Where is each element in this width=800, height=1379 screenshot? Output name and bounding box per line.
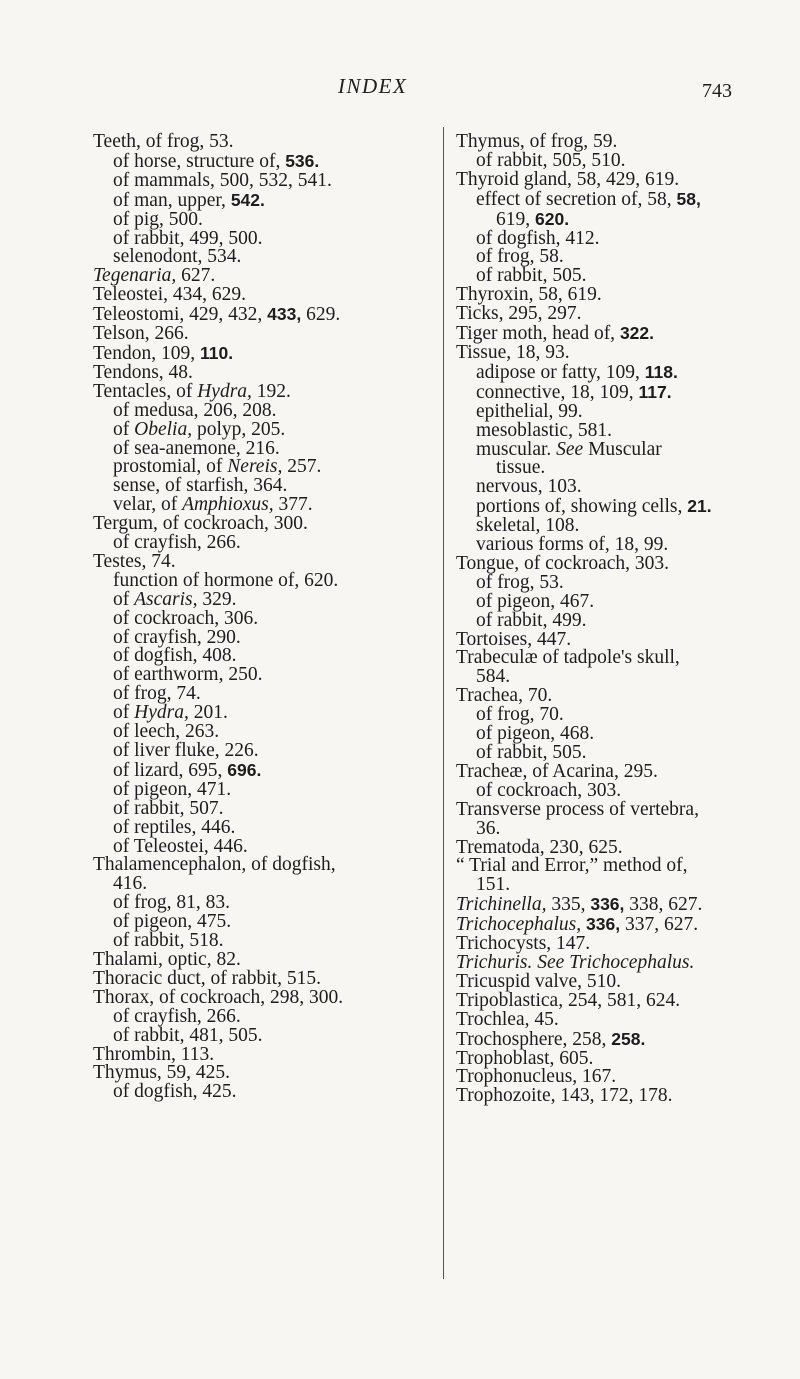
entry-text: of dogfish, 408. xyxy=(113,645,237,667)
index-subentry xyxy=(456,210,756,230)
entry-text: 322. xyxy=(619,323,654,344)
entry-text: 337, 627. xyxy=(620,914,699,936)
index-entry xyxy=(456,1030,756,1050)
entry-text: of rabbit, 518. xyxy=(113,930,224,952)
entry-text: Trichuris. xyxy=(456,951,533,973)
index-entry xyxy=(456,798,756,820)
index-subentry xyxy=(456,363,756,383)
entry-text: of dogfish, 412. xyxy=(476,227,600,249)
entry-text: 433, xyxy=(267,304,302,325)
index-subentry xyxy=(456,497,756,517)
entry-text: Trophonucleus, 167. xyxy=(456,1066,617,1088)
entry-text: various forms of, 18, 99. xyxy=(476,534,669,556)
index-subentry xyxy=(456,383,756,403)
entry-text: Thorax, of cockroach, 298, 300. xyxy=(93,986,344,1008)
entry-text: Thyroid gland, 58, 429, 619. xyxy=(456,168,680,190)
index-entry xyxy=(93,325,433,344)
entry-text: 536. xyxy=(285,150,320,171)
entry-text: 329. xyxy=(197,588,237,610)
entry-text: See Trichocephalus. xyxy=(537,951,695,973)
entry-text: 151. xyxy=(476,874,511,896)
column-divider xyxy=(443,127,444,1279)
entry-text: Thalamencephalon, of dogfish, xyxy=(93,854,336,876)
entry-text: Hydra, xyxy=(134,702,189,724)
entry-text: Thyroxin, 58, 619. xyxy=(456,284,602,306)
index-column-right xyxy=(456,133,756,1106)
entry-text: polyp, 205. xyxy=(192,418,286,440)
entry-text: of pigeon, 467. xyxy=(476,590,595,612)
entry-text: selenodont, 534. xyxy=(113,246,242,268)
index-subentry xyxy=(93,761,433,781)
entry-text: 584. xyxy=(476,666,511,688)
index-subentry xyxy=(93,169,433,191)
index-entry xyxy=(93,344,433,364)
entry-text: of xyxy=(113,702,135,724)
entry-text: 58, xyxy=(676,188,701,209)
entry-text: See xyxy=(556,438,584,460)
entry-text: Ticks, 295, 297. xyxy=(456,303,582,325)
entry-text: Trochosphere, 258, xyxy=(456,1028,612,1050)
entry-text: of cockroach, 303. xyxy=(476,779,622,801)
entry-text: Trichinella, xyxy=(456,894,547,916)
index-entry xyxy=(456,168,756,190)
entry-text: epithelial, 99. xyxy=(476,400,583,422)
entry-text: Tentacles, of xyxy=(93,380,198,402)
entry-text: tissue. xyxy=(496,457,546,479)
index-subentry xyxy=(93,1083,433,1102)
entry-text: Trochlea, 45. xyxy=(456,1008,559,1030)
entry-text: Teleostomi, 429, 432, xyxy=(93,304,268,326)
entry-text: Tendons, 48. xyxy=(93,361,193,383)
entry-text: 118. xyxy=(644,361,678,382)
entry-text: sense, of starfish, 364. xyxy=(113,475,288,497)
entry-text: of mammals, 500, 532, 541. xyxy=(113,169,332,191)
entry-text: 257. xyxy=(282,456,322,478)
entry-text: of reptiles, 446. xyxy=(113,816,236,838)
entry-text: of rabbit, 505. xyxy=(476,742,587,763)
entry-text: Thymus, of frog, 59. xyxy=(456,131,618,152)
entry-text: Tricuspid valve, 510. xyxy=(456,970,622,992)
entry-text: effect of secretion of, 58, xyxy=(476,188,677,210)
entry-text: Teleostei, 434, 629. xyxy=(93,284,246,306)
running-title: INDEX xyxy=(338,74,408,98)
entry-text: of leech, 263. xyxy=(113,721,220,743)
entry-text: Tergum, of cockroach, 300. xyxy=(93,513,308,535)
entry-text: 36. xyxy=(476,817,501,839)
index-subentry xyxy=(456,190,756,210)
index-entry xyxy=(456,1008,756,1030)
entry-text: Tongue, of cockroach, 303. xyxy=(456,552,670,574)
entry-text: Thymus, 59, 425. xyxy=(93,1062,231,1084)
entry-text: Ascaris, xyxy=(134,588,198,610)
entry-text: of rabbit, 499. xyxy=(476,609,587,631)
entry-text: function of hormone of, 620. xyxy=(113,569,339,591)
entry-text: velar, of xyxy=(113,494,183,516)
entry-text: of pigeon, 468. xyxy=(476,723,595,745)
index-entry xyxy=(456,895,756,915)
entry-text: 416. xyxy=(113,873,148,895)
entry-text: Nereis, xyxy=(227,456,283,478)
entry-text: Thrombin, 113. xyxy=(93,1043,215,1065)
index-entry xyxy=(93,286,433,305)
entry-text: Teeth, of frog, 53. xyxy=(93,131,234,152)
entry-text: of xyxy=(113,418,135,440)
entry-text: Tegenaria, xyxy=(93,265,177,287)
entry-text: of pig, 500. xyxy=(113,208,203,230)
entry-text: 21. xyxy=(687,496,712,517)
entry-text: Thalami, optic, 82. xyxy=(93,948,241,970)
entry-text: of liver fluke, 226. xyxy=(113,740,259,761)
entry-text: 620. xyxy=(535,208,570,229)
entry-text: Tracheæ, of Acarina, 295. xyxy=(456,760,658,782)
entry-text: of medusa, 206, 208. xyxy=(113,399,277,421)
entry-text: 627. xyxy=(176,265,216,287)
entry-text: of horse, structure of, xyxy=(113,150,286,172)
entry-text: Tortoises, 447. xyxy=(456,628,572,650)
entry-text: 336, xyxy=(590,894,625,915)
entry-text: 377. xyxy=(273,494,313,516)
entry-text: portions of, showing cells, xyxy=(476,496,688,518)
entry-text: Tissue, 18, 93. xyxy=(456,341,570,363)
entry-text: 201. xyxy=(188,702,228,724)
entry-text: 619, xyxy=(496,208,535,230)
index-subentry xyxy=(456,876,756,895)
page-number: 743 xyxy=(702,80,732,102)
entry-text: of frog, 70. xyxy=(476,704,564,726)
entry-text: 338, 627. xyxy=(624,894,703,916)
index-entry xyxy=(456,305,756,324)
entry-text: of frog, 74. xyxy=(113,683,201,705)
entry-text: “ Trial and Error,” method of, xyxy=(456,855,688,877)
entry-text: Trichocysts, 147. xyxy=(456,933,591,955)
entry-text: nervous, 103. xyxy=(476,476,582,498)
entry-text: of lizard, 695, xyxy=(113,759,228,781)
index-entry xyxy=(93,305,433,325)
entry-text: Tiger moth, head of, xyxy=(456,323,620,345)
entry-text: of Teleostei, 446. xyxy=(113,835,248,857)
entry-text: Amphioxus, xyxy=(182,494,274,516)
index-subentry xyxy=(456,478,756,497)
entry-text: of frog, 58. xyxy=(476,246,564,268)
entry-text: Transverse process of vertebra, xyxy=(456,798,699,820)
entry-text: 110. xyxy=(199,342,234,363)
entry-text: of cockroach, 306. xyxy=(113,607,259,629)
entry-text: of crayfish, 290. xyxy=(113,626,241,648)
entry-text: of crayfish, 266. xyxy=(113,1005,241,1027)
index-entry xyxy=(456,341,756,363)
entry-text: of pigeon, 471. xyxy=(113,778,232,800)
index-entry xyxy=(456,324,756,344)
entry-text: prostomial, of xyxy=(113,456,228,478)
page-header xyxy=(0,72,800,112)
entry-text: mesoblastic, 581. xyxy=(476,419,612,441)
entry-text: Obelia, xyxy=(134,418,193,440)
index-column-left xyxy=(93,133,433,1102)
entry-text: of crayfish, 266. xyxy=(113,532,241,554)
index-entry xyxy=(456,1087,756,1106)
entry-text: Trachea, 70. xyxy=(456,685,553,707)
entry-text: of rabbit, 507. xyxy=(113,797,224,819)
entry-text: 336, xyxy=(586,914,621,935)
entry-text: 258. xyxy=(611,1028,646,1049)
index-entry xyxy=(456,915,756,935)
entry-text: of rabbit, 505. xyxy=(476,265,587,287)
entry-text: Testes, 74. xyxy=(93,550,176,572)
entry-text: Trematoda, 230, 625. xyxy=(456,836,623,858)
entry-text: of man, upper, xyxy=(113,189,231,211)
entry-text: of sea-anemone, 216. xyxy=(113,437,280,459)
entry-text: of rabbit, 505, 510. xyxy=(476,149,626,171)
entry-text: Trophozoite, 143, 172, 178. xyxy=(456,1085,673,1107)
entry-text: connective, 18, 109, xyxy=(476,381,639,403)
entry-text: of earthworm, 250. xyxy=(113,664,263,686)
entry-text: muscular. xyxy=(476,438,557,460)
entry-text: of frog, 53. xyxy=(476,571,564,593)
entry-text: 192. xyxy=(251,380,291,402)
entry-text: of dogfish, 425. xyxy=(113,1081,237,1103)
entry-text: of rabbit, 499, 500. xyxy=(113,227,263,249)
entry-text: of frog, 81, 83. xyxy=(113,892,230,914)
entry-text: of xyxy=(113,588,135,610)
entry-text: 696. xyxy=(227,759,262,780)
entry-text: 117. xyxy=(638,381,672,402)
entry-text: 629. xyxy=(301,304,341,326)
index-subentry xyxy=(93,742,433,761)
entry-text: 335, xyxy=(546,894,591,916)
entry-text: 542. xyxy=(230,189,265,210)
entry-text: Thoracic duct, of rabbit, 515. xyxy=(93,967,321,989)
entry-text: Telson, 266. xyxy=(93,323,189,345)
entry-text: of pigeon, 475. xyxy=(113,911,232,933)
entry-text: Hydra, xyxy=(197,380,252,402)
entry-text: Muscular xyxy=(583,438,662,460)
index-entry xyxy=(93,133,433,152)
entry-text: Tripoblastica, 254, 581, 624. xyxy=(456,989,681,1011)
entry-text: of rabbit, 481, 505. xyxy=(113,1024,263,1046)
entry-text: Trophoblast, 605. xyxy=(456,1047,594,1069)
entry-text: Trichocephalus, xyxy=(456,914,582,936)
entry-text: adipose or fatty, 109, xyxy=(476,361,645,383)
entry-text: Trabeculæ of tadpole's skull, xyxy=(456,647,680,669)
entry-text: Tendon, 109, xyxy=(93,342,200,364)
index-subentry xyxy=(93,152,433,172)
index-subentry xyxy=(93,191,433,211)
entry-text: skeletal, 108. xyxy=(476,515,580,537)
